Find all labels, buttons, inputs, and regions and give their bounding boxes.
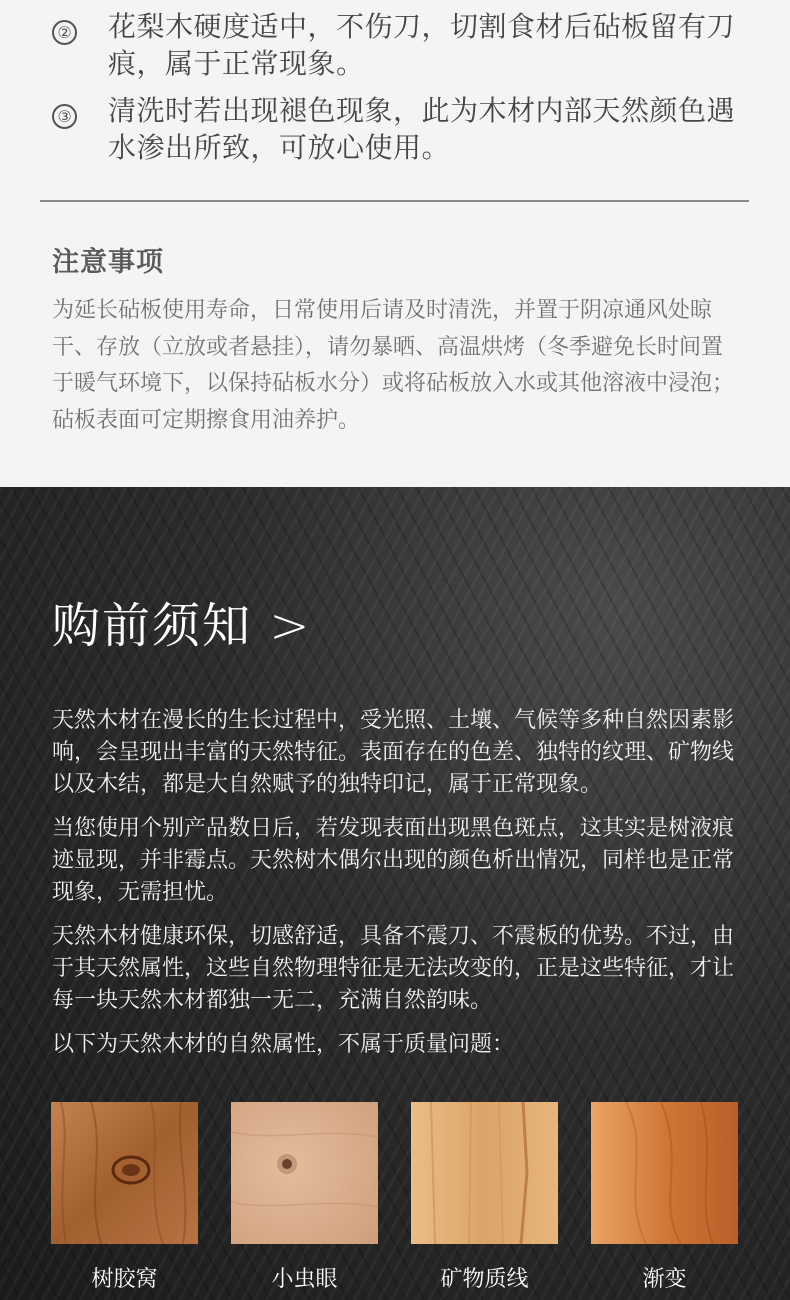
purchase-paragraph: 当您使用个别产品数日后，若发现表面出现黑色斑点，这其实是树液痕迹显现，并非霉点。天然树木偶尔出现的颜色析出情况，同样也是正常现象，无需担忧。 [52,816,735,905]
number-marker: ② [52,20,77,45]
wood-sample-gradient [591,1102,738,1293]
wood-gradient-image [591,1102,738,1244]
number-marker: ③ [52,104,77,129]
notice-body: 为延长砧板使用寿命，日常使用后请及时清洗，并置于阴凉通风处晾干、存放（立放或者悬挂），请勿暴晒、高温烘烤（冬季避免长时间置于暖气环境下，以保持砧板水分）或将砧板放入水或其他溶液中浸泡；砧板表面可定期擦食用油养护。 [52,298,735,433]
sample-caption: 树胶窝 [91,1267,158,1292]
wood-wormhole-image [231,1102,378,1244]
sample-caption: 渐变 [642,1267,687,1292]
care-section [0,0,790,487]
sample-caption: 矿物质线 [440,1267,529,1292]
wood-mineral-line-image [411,1102,558,1244]
purchase-paragraph: 天然木材在漫长的生长过程中，受光照、土壤、气候等多种自然因素影响，会呈现出丰富的天然特征。表面存在的色差、独特的纹理、矿物线以及木结，都是大自然赋予的独特印记，属于正常现象。 [52,708,735,797]
care-item-text: 清洗时若出现褪色现象，此为木材内部天然颜色遇水渗出所致，可放心使用。 [108,94,736,164]
notice-title: 注意事项 [52,247,164,278]
purchase-paragraph: 天然木材健康环保，切感舒适，具备不震刀、不震板的优势。不过，由于其天然属性，这些自然物理特征是无法改变的，正是这些特征，才让每一块天然木材都独一无二，充满自然韵味。 [52,924,735,1013]
wood-gum-pocket-image [51,1102,198,1244]
purchase-paragraph: 以下为天然木材的自然属性，不属于质量问题： [52,1032,515,1057]
wood-sample-wormhole [231,1102,378,1293]
purchase-title: 购前须知 > [52,598,312,654]
wood-sample-mineral-line [411,1102,558,1293]
care-item-text: 花梨木硬度适中，不伤刀，切割食材后砧板留有刀痕，属于正常现象。 [108,10,736,80]
sample-caption: 小虫眼 [271,1267,338,1292]
purchase-notice-section [0,487,790,1300]
wood-sample-gum-pocket [51,1102,198,1293]
section-divider [40,200,749,202]
purchase-body [52,705,752,1073]
